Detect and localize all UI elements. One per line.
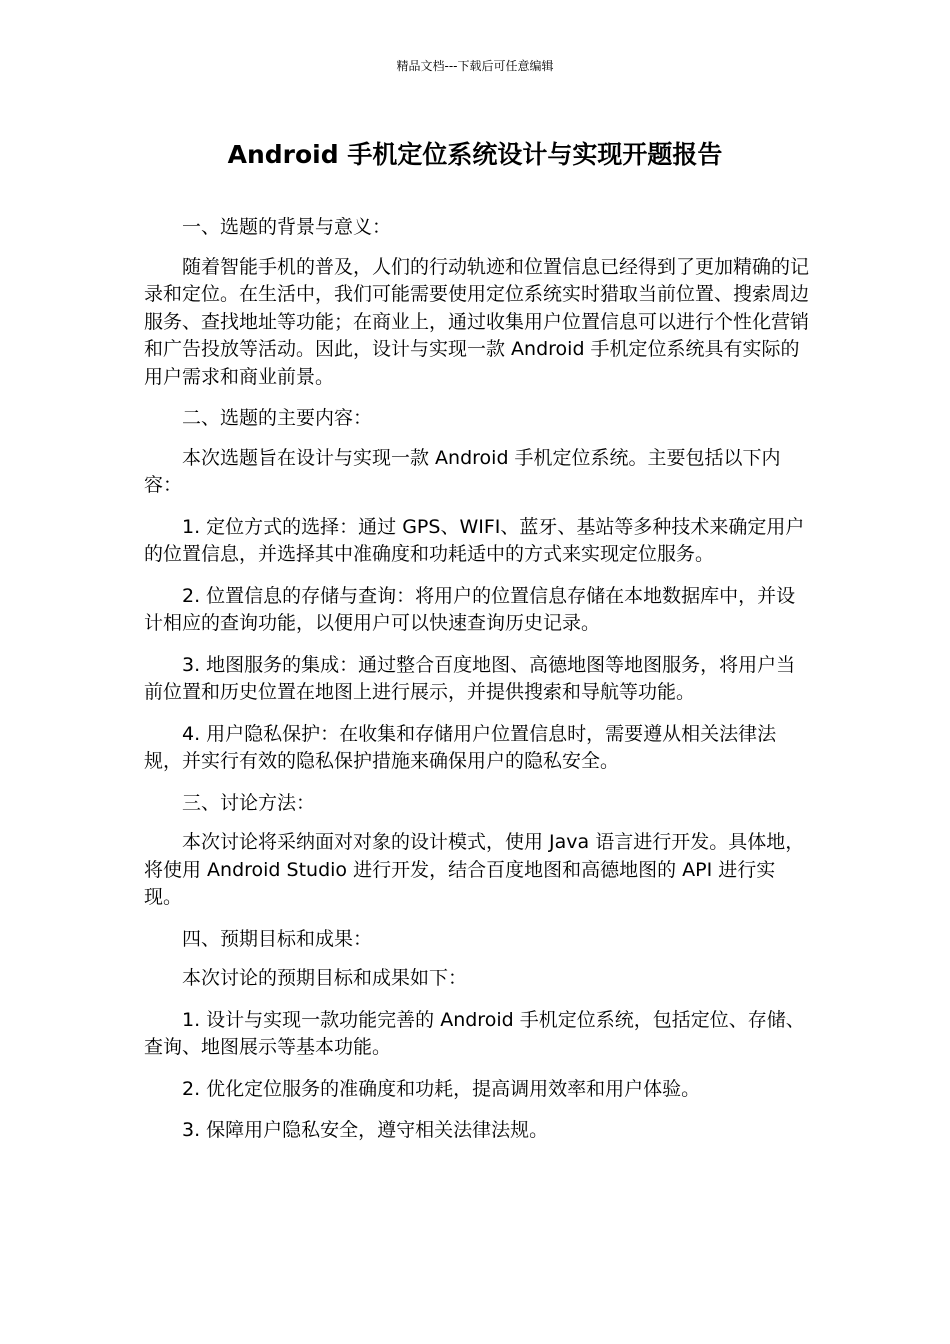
section-2-item-1: 1. 定位方式的选择：通过 GPS、WIFI、蓝牙、基站等多种技术来确定用户的位置信息，并选择其中准确度和功耗适中的方式来实现定位服务。 <box>144 515 805 565</box>
section-4-heading: 四、预期目标和成果： <box>182 927 373 950</box>
section-1-heading: 一、选题的背景与意义： <box>182 216 392 238</box>
section-4-intro: 本次讨论的预期目标和成果如下： <box>182 967 468 989</box>
document-title: Android 手机定位系统设计与实现开题报告 <box>227 140 723 169</box>
section-4-item-3: 3. 保障用户隐私安全，遵守相关法律法规。 <box>182 1119 549 1141</box>
section-3-heading: 三、讨论方法： <box>182 791 316 814</box>
section-2-item-2: 2. 位置信息的存储与查询：将用户的位置信息存储在本地数据库中，并设计相应的查询功能，以便用户可以快速查询历史记录。 <box>144 584 796 634</box>
section-4-item-1: 1. 设计与实现一款功能完善的 Android 手机定位系统，包括定位、存储、查询、地图展示等基本功能。 <box>144 1008 805 1058</box>
page-header-note: 精品文档---下载后可任意编辑 <box>396 59 554 73</box>
section-1-paragraph: 随着智能手机的普及，人们的行动轨迹和位置信息已经得到了更加精确的记录和定位。在生活中，我们可能需要使用定位系统实时猎取当前位置、搜索周边服务、查找地址等功能；在商业上，通过收集用户位置信息可以进行个性化营销和广告投放等活动。因此，设计与实现一款 Android 手机定位系统具有实际的用户需求和商业前景。 <box>144 255 810 388</box>
section-2-item-4: 4. 用户隐私保护：在收集和存储用户位置信息时，需要遵从相关法律法规，并实行有效的隐私保护措施来确保用户的隐私安全。 <box>144 722 777 772</box>
section-2-item-3: 3. 地图服务的集成：通过整合百度地图、高德地图等地图服务，将用户当前位置和历史位置在地图上进行展示，并提供搜索和导航等功能。 <box>144 653 796 703</box>
section-3-paragraph: 本次讨论将采纳面对对象的设计模式，使用 Java 语言进行开发。具体地，将使用 Android Studio 进行开发，结合百度地图和高德地图的 API 进行实现。 <box>144 831 805 908</box>
section-4-item-2: 2. 优化定位服务的准确度和功耗，提高调用效率和用户体验。 <box>182 1077 701 1100</box>
document-body <box>144 214 810 1159</box>
section-2-heading: 二、选题的主要内容： <box>182 407 373 429</box>
section-2-intro: 本次选题旨在设计与实现一款 Android 手机定位系统。主要包括以下内容： <box>144 446 781 496</box>
